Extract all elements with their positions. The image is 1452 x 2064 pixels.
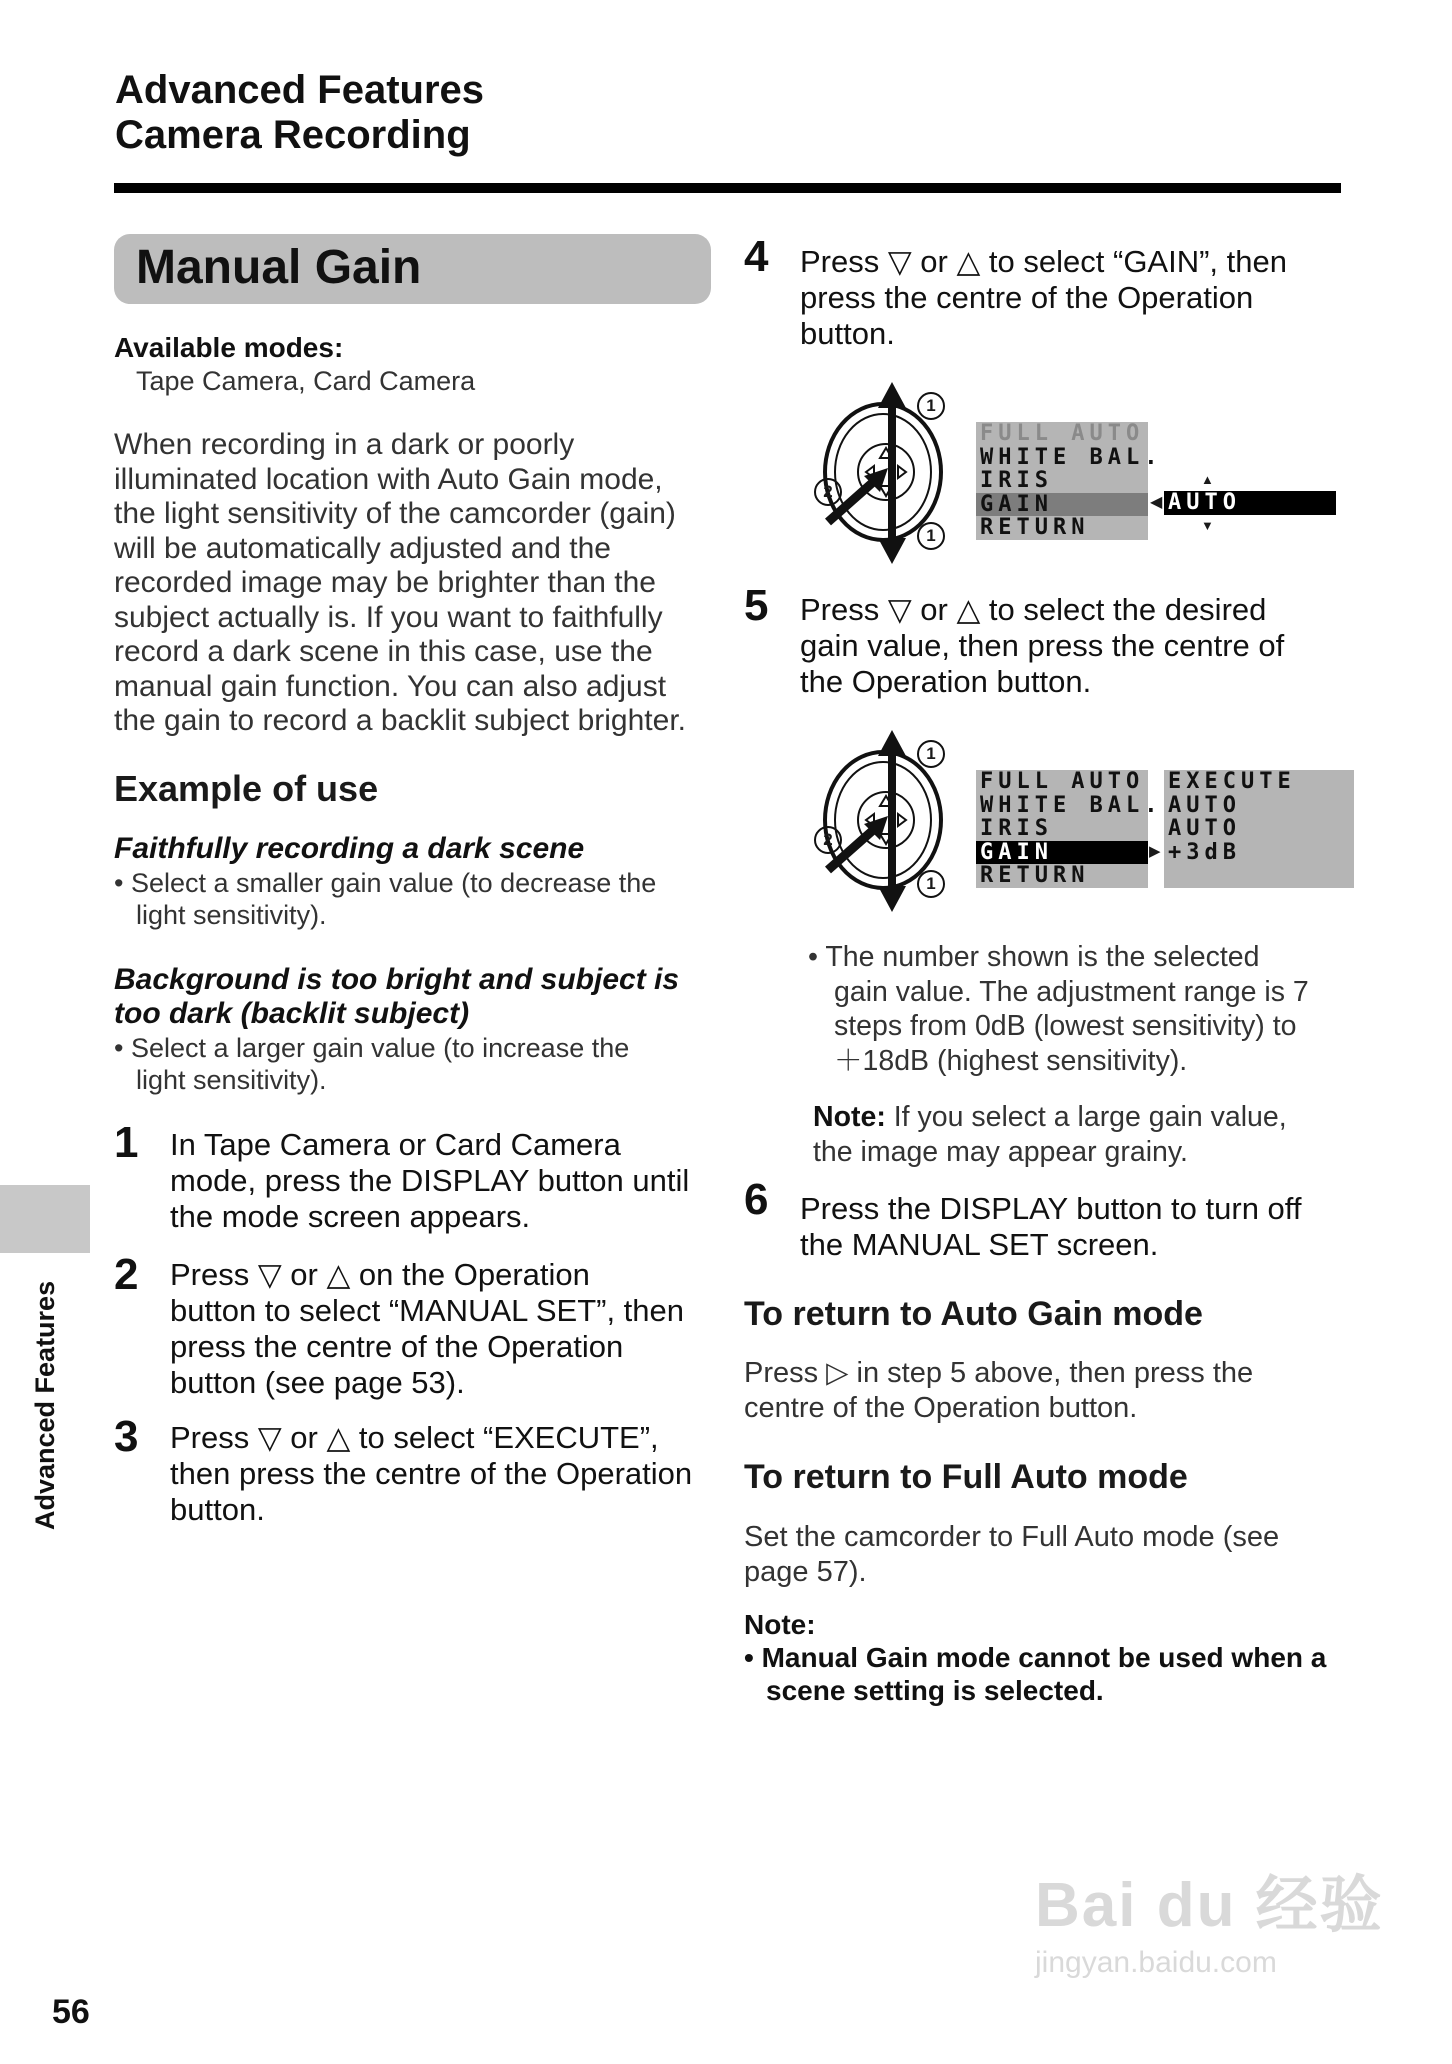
intro-line: manual gain function. You can also adjust (114, 669, 667, 703)
right-pointer-icon: ▶ (1149, 843, 1161, 860)
gain-value: AUTO (1168, 490, 1241, 515)
header-subsection: Camera Recording (115, 113, 471, 157)
arrow-up-icon (878, 382, 906, 408)
text-line: centre of the Operation button. (744, 1391, 1138, 1424)
step-line: then press the centre of the Operation (170, 1456, 693, 1491)
note-grainy (813, 1100, 1287, 1169)
side-tab (0, 1185, 90, 1253)
available-modes (114, 332, 475, 397)
value-screen-step5 (1164, 770, 1354, 888)
intro-line: the light sensitivity of the camcorder (gain) (114, 497, 676, 530)
menu-item: RETURN (980, 515, 1090, 540)
step-line: the MANUAL SET screen. (800, 1227, 1159, 1262)
watermark-brand: Bai du 经验 (1035, 1871, 1384, 1940)
header-rule (114, 183, 1341, 193)
step-line: press the centre of the Operation (800, 280, 1254, 315)
callout-2: 2 (814, 826, 842, 854)
available-modes-label: Available modes: (114, 332, 344, 363)
case2-title-line: Background is too bright and subject is (114, 963, 680, 996)
step-3-text (170, 1420, 692, 1528)
intro-paragraph (114, 428, 686, 739)
step-line: button. (170, 1492, 265, 1527)
full-auto-heading: To return to Full Auto mode (744, 1458, 1188, 1496)
menu-screen-step4 (976, 421, 1163, 540)
step-1-text (170, 1127, 689, 1235)
bullet-line: gain value. The adjustment range is 7 (834, 975, 1309, 1008)
step-line: Press the DISPLAY button to turn off (800, 1191, 1302, 1226)
step-number: 5 (744, 581, 769, 630)
step-line: button (see page 53). (170, 1365, 465, 1400)
callout-1: 1 (917, 392, 945, 420)
menu-screen-step5 (976, 769, 1163, 888)
menu-item: FULL AUTO (980, 769, 1145, 794)
arrow-down-icon (878, 886, 906, 912)
available-modes-value: Tape Camera, Card Camera (136, 366, 476, 396)
intro-line: recorded image may be brighter than the (114, 566, 656, 599)
page-header (115, 68, 484, 158)
page-number: 56 (52, 1993, 90, 2031)
step-number: 2 (114, 1250, 139, 1299)
step-4-text (800, 244, 1287, 352)
step-line: Press ▽ or △ to select the desired (800, 592, 1267, 627)
bullet-line: light sensitivity). (136, 900, 327, 930)
intro-line: When recording in a dark or poorly (114, 428, 575, 461)
menu-item: FULL AUTO (980, 421, 1145, 446)
arrow-down-icon (878, 538, 906, 564)
step-line: the Operation button. (800, 664, 1092, 699)
step-line: gain value, then press the centre of (800, 628, 1285, 663)
menu-item-selected: GAIN (976, 841, 1148, 865)
arrow-up-icon (878, 730, 906, 756)
menu-item: WHITE BAL. (980, 444, 1163, 470)
note-label: Note: (813, 1101, 886, 1133)
note-label: Note: (744, 1609, 816, 1640)
title-box (114, 234, 711, 304)
bullet-line: ＋18dB (highest sensitivity). (834, 1044, 1188, 1077)
text-line: Press ▷ in step 5 above, then press the (744, 1357, 1254, 1389)
menu-item: WHITE BAL. (980, 792, 1163, 818)
callout-1: 1 (917, 870, 945, 898)
step-line: button. (800, 316, 895, 351)
intro-line: illuminated location with Auto Gain mode, (114, 462, 663, 496)
menu-value: EXECUTE (1168, 769, 1296, 794)
bullet-line: • Select a smaller gain value (to decrease the (114, 868, 657, 898)
step-number: 6 (744, 1175, 769, 1224)
note-text: If you select a large gain value, (893, 1101, 1287, 1133)
callout-2: 2 (814, 478, 842, 506)
step-line: mode, press the DISPLAY button until (170, 1163, 690, 1198)
bullet-line: • Select a larger gain value (to increase the (114, 1033, 630, 1063)
watermark-url: jingyan.baidu.com (1035, 1946, 1277, 1979)
step-line: press the centre of the Operation (170, 1329, 624, 1364)
text-line: page 57). (744, 1555, 867, 1588)
step-number: 1 (114, 1118, 139, 1167)
callout-1: 1 (917, 740, 945, 768)
gain-range-bullet (808, 940, 1309, 1078)
final-note (744, 1608, 1326, 1707)
bullet-line: steps from 0dB (lowest sensitivity) to (834, 1010, 1297, 1042)
step-number: 3 (114, 1412, 139, 1461)
step-5-text (800, 592, 1284, 700)
left-pointer-icon: ◀ (1150, 494, 1163, 511)
up-scroll-icon: ▲ (1201, 472, 1214, 487)
step-6-text (800, 1191, 1301, 1263)
menu-value-selected: +3dB (1168, 839, 1241, 865)
menu-item: IRIS (980, 816, 1053, 841)
arrow-shaft (888, 748, 896, 898)
step-line: button to select “MANUAL SET”, then (170, 1293, 685, 1328)
case2-title-line: too dark (backlit subject) (114, 997, 470, 1030)
step-line: In Tape Camera or Card Camera (170, 1127, 621, 1162)
down-scroll-icon: ▼ (1201, 518, 1214, 533)
page-title: Manual Gain (136, 241, 422, 294)
example-heading: Example of use (114, 768, 379, 809)
step-2-text (170, 1257, 684, 1401)
full-auto-text (744, 1520, 1279, 1589)
note-text: the image may appear grainy. (813, 1135, 1188, 1168)
step-line: the mode screen appears. (170, 1199, 531, 1234)
step-line: Press ▽ or △ on the Operation (170, 1257, 590, 1292)
auto-gain-heading: To return to Auto Gain mode (744, 1295, 1203, 1333)
arrow-shaft (888, 400, 896, 550)
note-line: scene setting is selected. (766, 1675, 1104, 1706)
text-line: Set the camcorder to Full Auto mode (see (744, 1521, 1280, 1553)
intro-line: subject actually is. If you want to faithfully (114, 600, 663, 634)
menu-item: RETURN (980, 863, 1090, 888)
menu-value: AUTO (1168, 816, 1241, 841)
callout-1: 1 (917, 522, 945, 550)
case1-title: Faithfully recording a dark scene (114, 832, 585, 865)
intro-line: record a dark scene in this case, use the (114, 635, 653, 668)
watermark (1035, 1855, 1384, 1980)
step-line: Press ▽ or △ to select “GAIN”, then (800, 244, 1287, 279)
step-number: 4 (744, 232, 769, 281)
menu-value: AUTO (1168, 792, 1241, 818)
bullet-line: • The number shown is the selected (808, 941, 1260, 973)
intro-line: will be automatically adjusted and the (114, 531, 611, 565)
menu-item: IRIS (980, 468, 1053, 493)
sidebar-section-label: Advanced Features (30, 1280, 60, 1530)
menu-item-selected: GAIN (976, 493, 1148, 517)
step-line: Press ▽ or △ to select “EXECUTE”, (170, 1420, 659, 1455)
bullet-line: light sensitivity). (136, 1065, 327, 1095)
case2-bullet (114, 1032, 629, 1096)
case2-title (114, 963, 679, 1031)
note-line: • Manual Gain mode cannot be used when a (744, 1642, 1327, 1673)
intro-line: the gain to record a backlit subject brighter. (114, 704, 686, 737)
header-section: Advanced Features (115, 68, 485, 112)
case1-bullet (114, 867, 656, 931)
gain-value-box (1164, 491, 1336, 515)
auto-gain-text (744, 1356, 1253, 1425)
